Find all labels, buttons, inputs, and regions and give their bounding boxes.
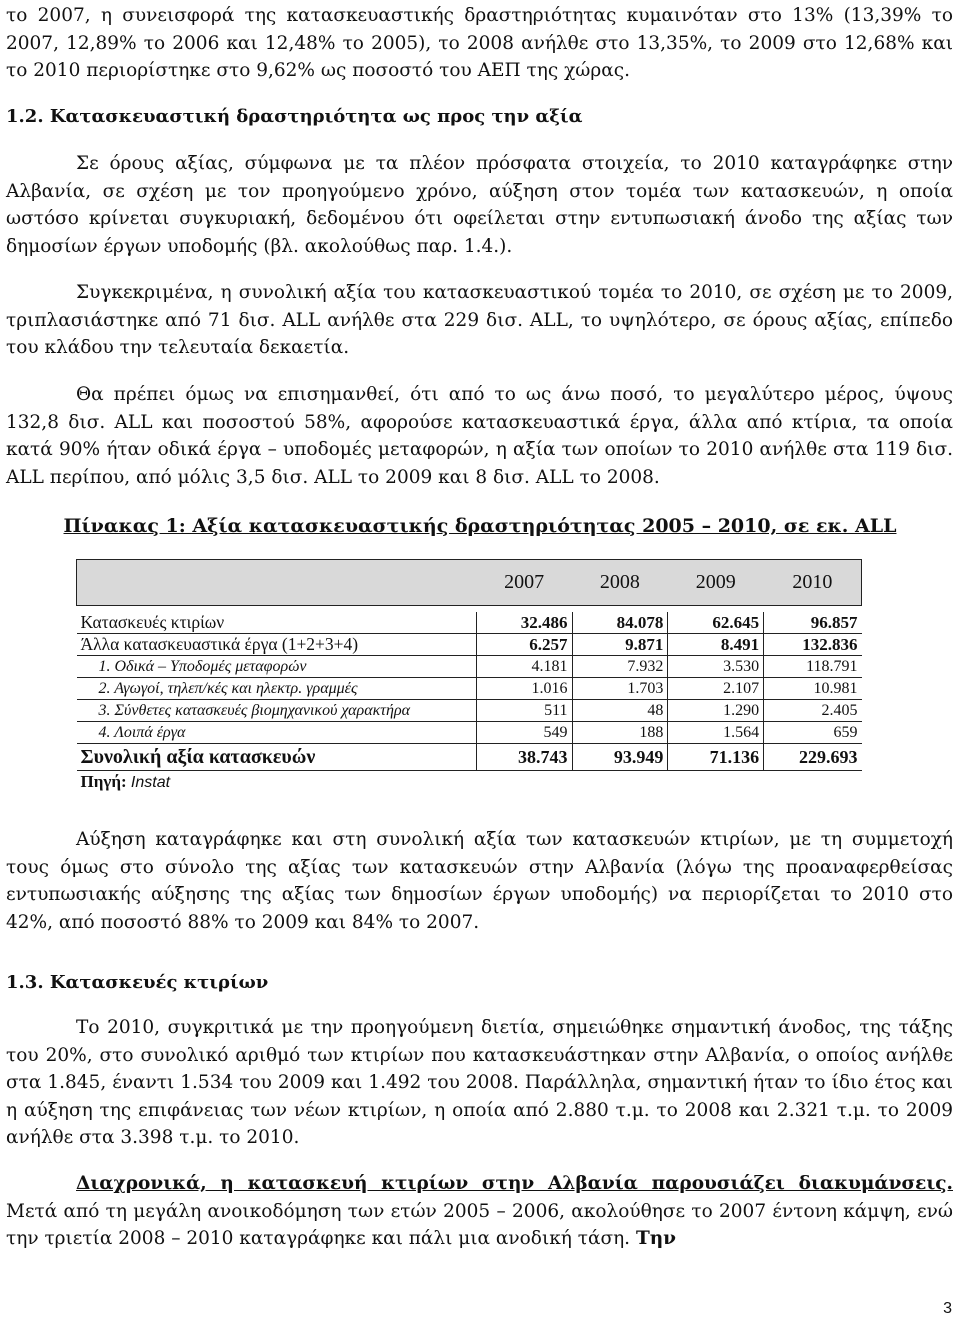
page-number: 3 bbox=[943, 1300, 952, 1317]
header-year: 2010 bbox=[764, 560, 862, 606]
header-blank-cell bbox=[77, 560, 477, 606]
header-year: 2008 bbox=[572, 560, 668, 606]
row-label: 3. Σύνθετες κατασκευές βιομηχανικού χαρακτήρα bbox=[77, 700, 477, 722]
paragraph-fluctuations bbox=[6, 1170, 953, 1253]
fluctuations-text: Μετά από τη μεγάλη ανοικοδόμηση των ετών 2005 – 2006, ακολούθησε το 2007 έντονη κάμψη, ενώ την τριετία 2008 – 2010 καταγράφηκε και πάλι μια ανοδική τάση. bbox=[6, 1200, 953, 1250]
cell-value: 511 bbox=[476, 700, 572, 722]
cell-value: 7.932 bbox=[572, 656, 668, 678]
table-header-row bbox=[77, 560, 862, 606]
row-label: Άλλα κατασκευαστικά έργα (1+2+3+4) bbox=[77, 634, 477, 656]
continued-word: Την bbox=[635, 1228, 676, 1250]
paragraph-intro: το 2007, η συνεισφορά της κατασκευαστικής δραστηριότητας κυμαινόταν στο 13% (13,39% το 2007, 12,89% το 2006 και 12,48% το 2005), το 2008 ανήλθε στο 13,35%, το 2009 στο 12,68% και το 2010 περιορίστηκε στο 9,62% ως ποσοστό του ΑΕΠ της χώρας. bbox=[6, 5, 953, 82]
cell-value: 1.703 bbox=[572, 678, 668, 700]
cell-value: 96.857 bbox=[764, 612, 862, 634]
cell-value: 6.257 bbox=[476, 634, 572, 656]
paragraph-total-value: Συγκεκριμένα, η συνολική αξία του κατασκευαστικού τομέα το 2010, σε σχέση με το 2009, τριπλασιάστηκε από 71 δισ. ALL ανήλθε στα 229 δισ. ALL, το υψηλότερο, σε όρους αξίας, επίπεδο του κλάδου την τελευταία δεκαετία. bbox=[6, 282, 953, 359]
row-label: 1. Οδικά – Υποδομές μεταφορών bbox=[77, 656, 477, 678]
table-caption: Πίνακας 1: Αξία κατασκευαστικής δραστηριότητας 2005 – 2010, σε εκ. ALL bbox=[63, 515, 897, 537]
cell-value: 38.743 bbox=[476, 744, 572, 771]
bold-statement: Διαχρονικά, η κατασκευή κτιρίων στην Αλβανία παρουσιάζει διακυμάνσεις. bbox=[76, 1173, 953, 1194]
header-year: 2009 bbox=[668, 560, 764, 606]
table-row bbox=[77, 634, 862, 656]
cell-value: 10.981 bbox=[764, 678, 862, 700]
cell-value: 229.693 bbox=[764, 744, 862, 771]
table-row bbox=[77, 612, 862, 634]
row-label: Συνολική αξία κατασκευών bbox=[77, 744, 477, 771]
table-row bbox=[77, 678, 862, 700]
cell-value: 1.564 bbox=[668, 722, 764, 744]
table-source bbox=[77, 771, 862, 794]
table-row bbox=[77, 656, 862, 678]
cell-value: 1.016 bbox=[476, 678, 572, 700]
paragraph-buildings-share: Αύξηση καταγράφηκε και στη συνολική αξία των κατασκευών κτιρίων, με τη συμμετοχή τους όμως στο σύνολο της αξίας των κατασκευών στην Αλβανία (λόγω της προαναφερθείσας εντυπωσιακής αύξησης της αξίας των δημοσίων έργων υποδομής) να περιορίζεται το 2010 στο 42%, από ποσοστό 88% το 2009 και 84% το 2007. bbox=[6, 829, 953, 933]
cell-value: 2.405 bbox=[764, 700, 862, 722]
cell-value: 118.791 bbox=[764, 656, 862, 678]
table-row bbox=[77, 722, 862, 744]
section-heading-1-2: 1.2. Κατασκευαστική δραστηριότητα ως προς την αξία bbox=[6, 106, 583, 127]
construction-value-table bbox=[76, 559, 862, 793]
paragraph-value-overview: Σε όρους αξίας, σύμφωνα με τα πλέον πρόσφατα στοιχεία, το 2010 καταγράφηκε στην Αλβανία, σε σχέση με τον προηγούμενο χρόνο, αύξηση στον τομέα των κατασκευών, η οποία ωστόσο κρίνεται συγκυριακή, δεδομένου ότι οφείλεται στην εντυπωσιακή άνοδο της αξίας των δημοσίων έργων υποδομής (βλ. ακολούθως παρ. 1.4.). bbox=[6, 153, 953, 257]
cell-value: 62.645 bbox=[668, 612, 764, 634]
source-label: Πηγή: bbox=[80, 772, 127, 791]
cell-value: 132.836 bbox=[764, 634, 862, 656]
cell-value: 48 bbox=[572, 700, 668, 722]
cell-value: 84.078 bbox=[572, 612, 668, 634]
paragraph-buildings-count: Το 2010, συγκριτικά με την προηγούμενη διετία, σημειώθηκε σημαντική άνοδος, της τάξης του 20%, στο συνολικό αριθμό των κτιρίων που κατασκευάστηκαν στην Αλβανία, ο οποίος ανήλθε στα 1.845, έναντι 1.534 του 2009 και 1.492 του 2008. Παράλληλα, σημαντική ήταν το ίδιο έτος και η αύξηση της επιφάνειας των νέων κτιρίων, η οποία από 2.880 τ.μ. το 2008 και 2.321 τ.μ. το 2009 ανήλθε στα 3.398 τ.μ. το 2010. bbox=[6, 1017, 953, 1149]
cell-value: 3.530 bbox=[668, 656, 764, 678]
cell-value: 71.136 bbox=[668, 744, 764, 771]
cell-value: 1.290 bbox=[668, 700, 764, 722]
cell-value: 4.181 bbox=[476, 656, 572, 678]
cell-value: 659 bbox=[764, 722, 862, 744]
header-year: 2007 bbox=[476, 560, 572, 606]
cell-value: 93.949 bbox=[572, 744, 668, 771]
cell-value: 9.871 bbox=[572, 634, 668, 656]
row-label: 2. Αγωγοί, τηλεπ/κές και ηλεκτρ. γραμμές bbox=[77, 678, 477, 700]
table-total-row bbox=[77, 744, 862, 771]
cell-value: 188 bbox=[572, 722, 668, 744]
row-label: Κατασκευές κτιρίων bbox=[77, 612, 477, 634]
cell-value: 2.107 bbox=[668, 678, 764, 700]
source-value: Instat bbox=[130, 774, 171, 791]
cell-value: 32.486 bbox=[476, 612, 572, 634]
table-row bbox=[77, 700, 862, 722]
cell-value: 8.491 bbox=[668, 634, 764, 656]
section-heading-1-3: 1.3. Κατασκευές κτιρίων bbox=[6, 972, 269, 993]
paragraph-other-works: Θα πρέπει όμως να επισημανθεί, ότι από το ως άνω ποσό, το μεγαλύτερο μέρος, ύψους 132,8 δισ. ALL και ποσοστού 58%, αφορούσε κατασκευαστικά έργα, άλλα από κτίρια, τα οποία κατά 90% ήταν οδικά έργα – υποδομές μεταφορών, η αξία των οποίων το 2010 ανήλθε στα 119 δισ. ALL περίπου, από μόλις 3,5 δισ. ALL το 2009 και 8 δισ. ALL το 2008. bbox=[6, 384, 953, 488]
row-label: 4. Λοιπά έργα bbox=[77, 722, 477, 744]
cell-value: 549 bbox=[476, 722, 572, 744]
